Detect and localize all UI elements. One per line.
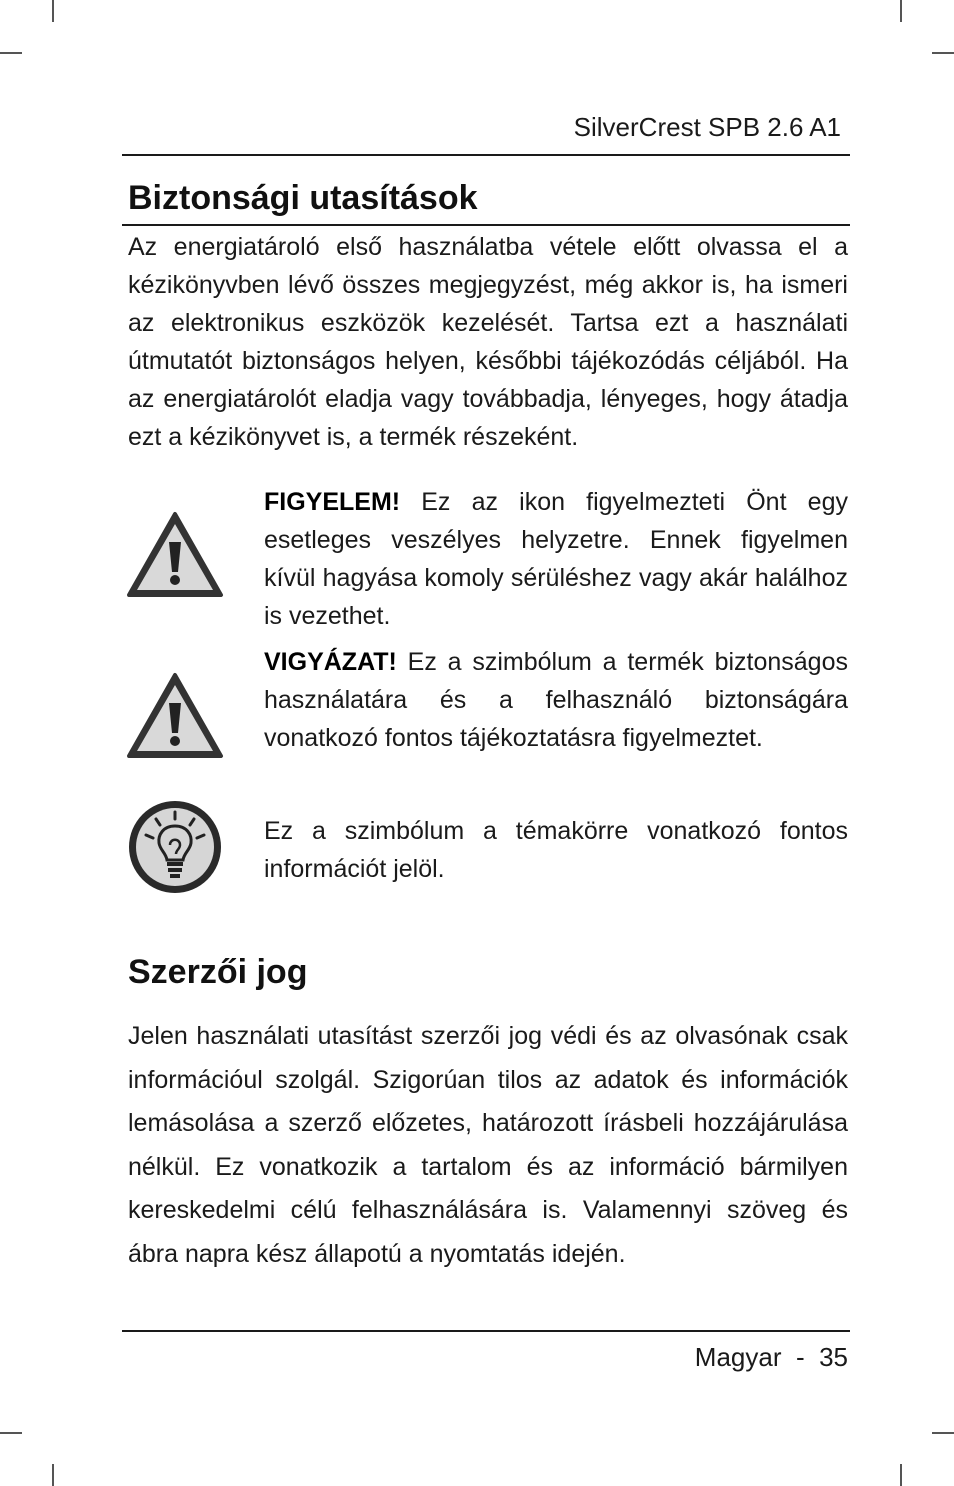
notice-info [264, 812, 848, 888]
crop-mark [932, 1432, 954, 1434]
crop-mark [52, 0, 54, 22]
footer-separator: - [795, 1342, 805, 1372]
crop-mark [932, 52, 954, 54]
copyright-paragraph: Jelen használati utasítást szerzői jog védi és az olvasónak csak információul szolgál. Szigorúan tilos az adatok és információk lemásolása a szerző előzetes, határozott írásbeli hozzájárulása nélkül. Ez vonatkozik a tartalom és az információ bármilyen kereskedelmi célú felhasználására is. Valamennyi szöveg és ábra napra kész állapotú a nyomtatás idején. [128, 1022, 848, 1268]
footer-language: Magyar [694, 1342, 782, 1372]
footer [695, 1340, 848, 1374]
warning-triangle-icon [126, 510, 224, 598]
crop-mark [52, 1464, 54, 1486]
crop-mark [900, 0, 902, 22]
safety-heading: Biztonsági utasítások [128, 179, 478, 217]
notice-warning [264, 483, 848, 635]
crop-mark [0, 1432, 22, 1434]
header-rule [122, 154, 850, 156]
notice-text: Ez a szimbólum a témakörre vonatkozó fontos információt jelöl. [264, 817, 848, 883]
notice-text: Ez a szimbólum a termék biztonságos használatára és a felhasználó biztonságára vonatkozó fontos tájékoztatásra figyelmeztet. [264, 648, 848, 752]
page-number: 35 [819, 1342, 848, 1372]
copyright-heading: Szerzői jog [128, 953, 308, 991]
notice-caution [264, 643, 848, 757]
crop-mark [900, 1464, 902, 1486]
warning-triangle-icon [126, 671, 224, 759]
notice-text: Ez az ikon figyelmezteti Önt egy esetleges veszélyes helyzetre. Ennek figyelmen kívül hagyása komoly sérüléshez vagy akár halálhoz is vezethet. [264, 488, 848, 630]
light-bulb-info-icon [126, 798, 224, 896]
safety-intro-paragraph: Az energiatároló első használatba vétele előtt olvassa el a kézikönyvben lévő összes megjegyzést, még akkor is, ha ismeri az elektronikus eszközök kezelését. Tartsa ezt a használati útmutatót biztonságos helyen, későbbi tájékozódás céljából. Ha az energiatárolót eladja vagy továbbadja, lényeges, hogy átadja ezt a kézikönyvet is, a termék részeként. [128, 233, 848, 451]
heading-rule [122, 224, 850, 226]
notice-label: FIGYELEM! [264, 488, 401, 516]
document-title: SilverCrest SPB 2.6 A1 [573, 112, 841, 142]
notice-label: VIGYÁZAT! [264, 648, 397, 676]
footer-rule [122, 1330, 850, 1332]
crop-mark [0, 52, 22, 54]
